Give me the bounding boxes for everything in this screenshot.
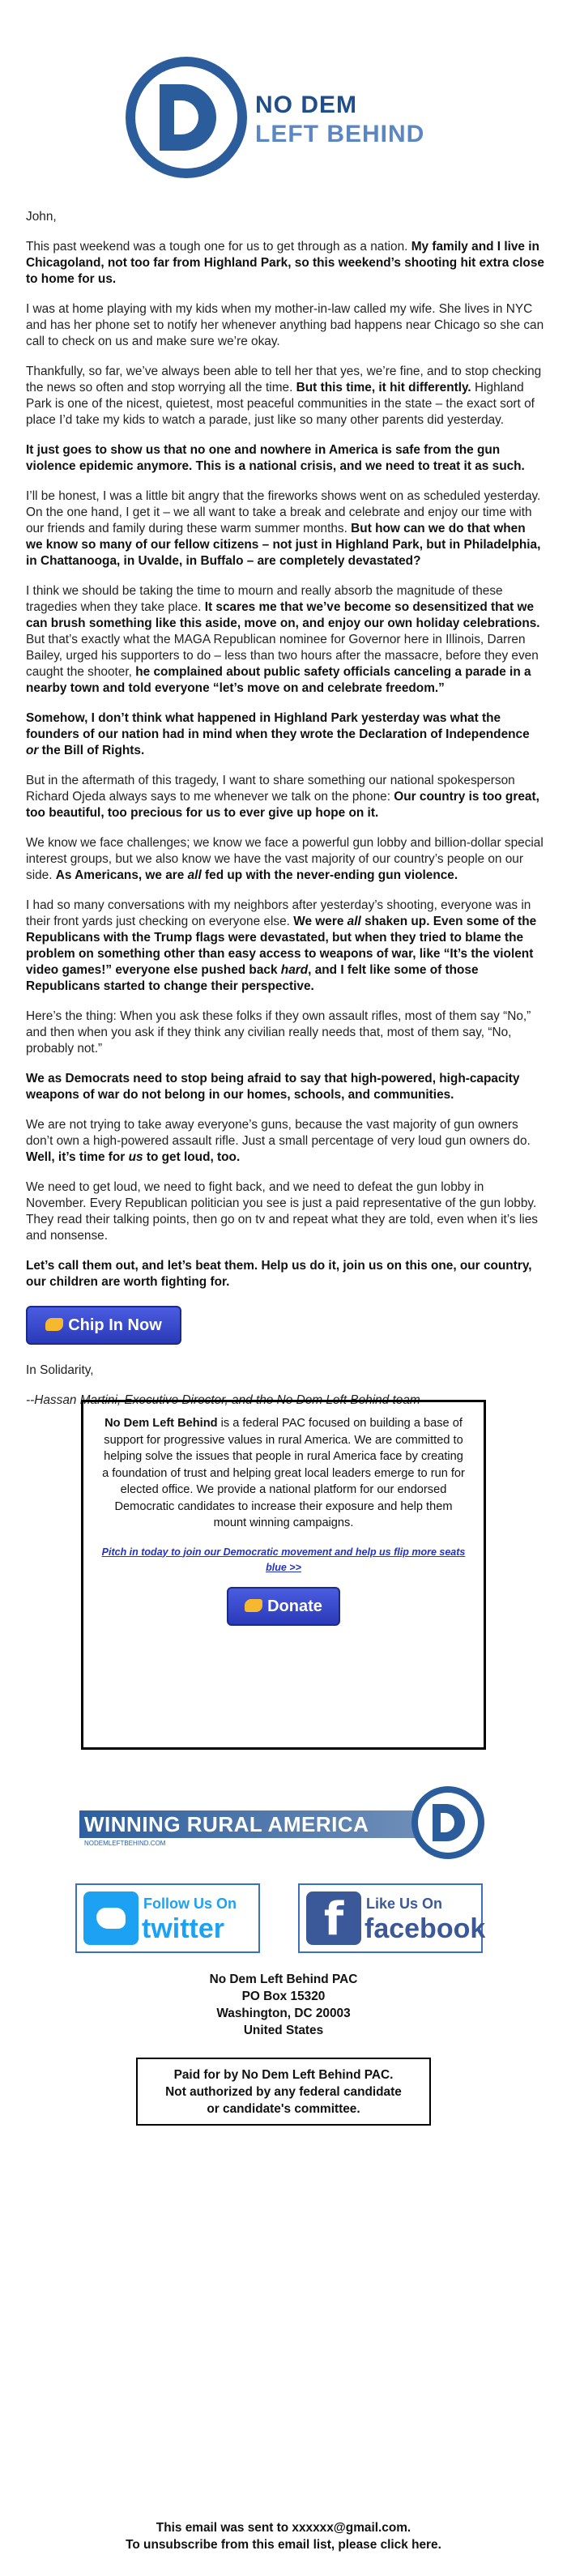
mailing-address: No Dem Left Behind PAC PO Box 15320 Washington, DC 20003 United States [209, 1973, 358, 2037]
paragraph-3: Thankfully, so far, we’ve always been able to tell her that yes, we’re fine, and to stop checking the news so often and stop worrying all the time. But this time, it hit differently. Highland Park is one of the nicest, quietest, most peaceful communities in the state – the exact sort of place I’d take my kids to watch a parade, just like so many other parents did yesterday. [26, 365, 542, 427]
chip-in-button[interactable]: Chip In Now [26, 1306, 181, 1345]
pointing-hand-icon [45, 1318, 63, 1331]
paragraph-11: Here’s the thing: When you ask these folks if they own assault rifles, most of them say “No,” and then when you ask if they think any civilian really needs that, most of them say, “No, probably not.” [26, 1009, 531, 1056]
paragraph-13: We are not trying to take away everyone’s guns, because the vast majority of gun owners don’t own a high-powered assault rifle. Just a small percentage of very loud gun owners do. Well, it’s time for us to get loud, too. [26, 1118, 531, 1164]
paragraph-15: Let’s call them out, and let’s beat them. Help us do it, join us on this one, our country, our children are worth fighting for. [26, 1259, 532, 1289]
donate-button[interactable]: Donate [227, 1587, 340, 1626]
logo-line1: NO DEM [255, 92, 357, 118]
paragraph-14: We need to get loud, we need to fight back, and we need to defeat the gun lobby in November. Every Republican politician you see is just a paid representative of the gun lobby. They read their talking points, then go on tv and repeat what they are told, even when it’s lies and nonsense. [26, 1180, 538, 1243]
banner-url: NODEMLEFTBEHIND.COM [84, 1840, 166, 1847]
paragraph-1: This past weekend was a tough one for us to get through as a nation. My family and I live in Chicagoland, not too far from Highland Park, so this weekend’s shooting hit extra close to home for us. [26, 240, 544, 286]
unsubscribe-link[interactable]: To unsubscribe from this email list, please click here. [126, 2538, 441, 2552]
twitter-bird-icon [83, 1891, 139, 1945]
paragraph-10: I had so many conversations with my neighbors after yesterday’s shooting, everyone was in their front yards just checking on everyone else. We were all shaken up. Even some of the Republicans with the Trump flags were devastated, but when they tried to blame the problem on something other than easy access to weapons of war, like “It’s the violent video games!” everyone else pushed back hard, and I felt like some of those Republicans started to change their perspective. [26, 898, 537, 993]
pointing-hand-icon [245, 1599, 262, 1612]
email-footer [0, 2519, 567, 2553]
pac-info-box [81, 1400, 486, 1750]
paragraph-12: We as Democrats need to stop being afraid to say that high-powered, high-capacity weapons of war do not belong in our homes, schools, and communities. [26, 1072, 520, 1102]
pitch-in-link[interactable]: Pitch in today to join our Democratic movement and help us flip more seats blue >> [101, 1546, 466, 1573]
sent-to-notice: This email was sent to xxxxxx@gmail.com. [156, 2521, 411, 2535]
paid-for-disclaimer: Paid for by No Dem Left Behind PAC. Not authorized by any federal candidate or candidate's committee. [136, 2058, 431, 2126]
greeting: John, [26, 210, 57, 224]
logo-line2: LEFT BEHIND [255, 121, 425, 147]
twitter-follow-button[interactable]: Follow Us On twitter [75, 1883, 260, 1953]
paragraph-4: It just goes to show us that no one and nowhere in America is safe from the gun violence epidemic anymore. This is a national crisis, and we need to treat it as such. [26, 443, 525, 473]
paragraph-5: I’ll be honest, I was a little bit angry that the fireworks shows went on as scheduled yesterday. On the one hand, I get it – we all want to take a break and celebrate and enjoy our time with our friends and family during these warm summer months. But how can we do that when we know so many of our fellow citizens – not just in Highland Park, but in Philadelphia, in Chattanooga, in Uvalde, in Buffalo – are completely devastated? [26, 489, 541, 568]
facebook-f-icon: f [306, 1891, 361, 1945]
closing: In Solidarity, [26, 1363, 94, 1377]
logo-d-emblem [411, 1786, 484, 1859]
banner-title: WINNING RURAL AMERICA [84, 1812, 369, 1836]
winning-rural-america-banner[interactable] [79, 1786, 484, 1851]
header-logo[interactable] [0, 41, 567, 178]
paragraph-6: I think we should be taking the time to mourn and really absorb the magnitude of these tragedies when they take place. It scares me that we’ve become so desensitized that we can brush something like this aside, move on, and enjoy our own holiday celebrations. But that’s exactly what the MAGA Republican nominee for Governor here in Illinois, Darren Bailey, urged his supporters to do – less than two hours after the massacre, before they even caught the shooter, he complained about public safety officials canceling a parade in a nearby town and told everyone “let’s move on and celebrate freedom.” [26, 584, 540, 695]
paragraph-9: We know we face challenges; we know we face a powerful gun lobby and billion-dollar special interest groups, but we also know we have the vast majority of our country’s people on our side. As Americans, we are all fed up with the never-ending gun violence. [26, 836, 544, 882]
paragraph-8: But in the aftermath of this tragedy, I want to share something our national spokesperson Richard Ojeda always says to me whenever we talk on the phone: Our country is too great, too beautiful, too precious for us to ever give up hope on it. [26, 774, 539, 820]
logo-d-emblem [126, 57, 247, 178]
email-body [26, 209, 544, 1422]
pac-description: No Dem Left Behind is a federal PAC focused on building a base of support for progressive values in rural America. We are committed to helping solve the issues that people in rural America face by creating a foundation of trust and helping great local leaders emerge to run for elected office. We provide a national platform for our endorsed Democratic candidates to increase their exposure and help them mount winning campaigns. [102, 1417, 465, 1529]
paragraph-7: Somehow, I don’t think what happened in Highland Park yesterday was what the founders of our nation had in mind when they wrote the Declaration of Independence or the Bill of Rights. [26, 711, 530, 757]
signature: --Hassan Martini, Executive Director, and the No Dem Left Behind team [26, 1393, 420, 1407]
facebook-like-button[interactable]: f Like Us On facebook [298, 1883, 483, 1953]
paragraph-2: I was at home playing with my kids when my mother-in-law called my wife. She lives in NYC and has her phone set to notify her whenever anything bad happens near Chicago so she can call to check on us and make sure we’re okay. [26, 302, 544, 348]
